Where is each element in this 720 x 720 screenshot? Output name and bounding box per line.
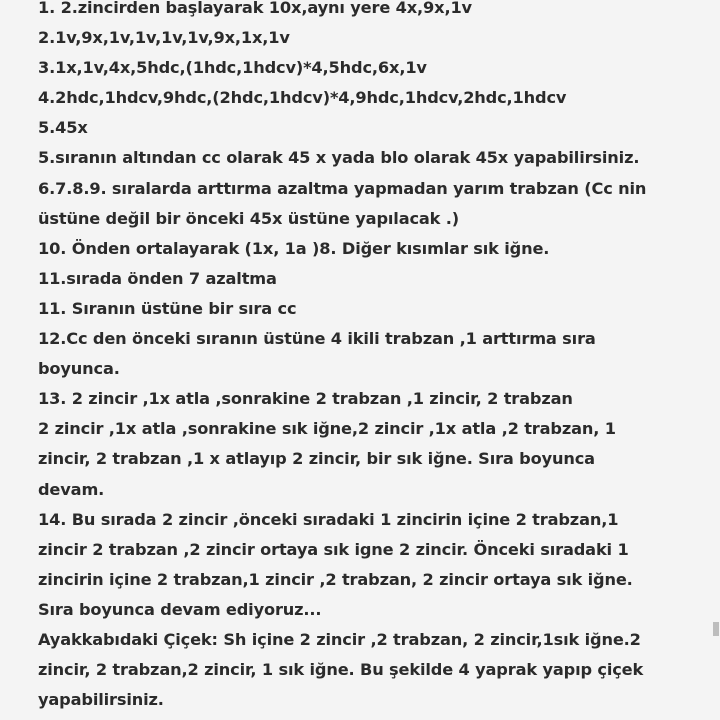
pattern-line-17: devam.: [38, 479, 105, 499]
pattern-line-12: 12.Cc den önceki sıranın üstüne 4 ikili trabzan ,1 arttırma sıra: [38, 329, 596, 349]
pattern-line-2: 2.1v,9x,1v,1v,1v,1v,9x,1x,1v: [38, 28, 290, 48]
pattern-line-14: 13. 2 zincir ,1x atla ,sonrakine 2 trabzan ,1 zincir, 2 trabzan: [38, 389, 573, 409]
pattern-line-13: boyunca.: [38, 359, 120, 379]
pattern-line-4: 4.2hdc,1hdcv,9hdc,(2hdc,1hdcv)*4,9hdc,1hdcv,2hdc,1hdcv: [38, 88, 567, 108]
crochet-pattern-document: [38, 0, 714, 715]
pattern-line-6: 5.sıranın altından cc olarak 45 x yada blo olarak 45x yapabilirsiniz.: [38, 148, 640, 168]
pattern-line-23: zincir, 2 trabzan,2 zincir, 1 sık iğne. Bu şekilde 4 yaprak yapıp çiçek: [38, 660, 644, 680]
pattern-line-1: 1. 2.zincirden başlayarak 10x,aynı yere 4x,9x,1v: [38, 0, 472, 17]
pattern-line-10: 11.sırada önden 7 azaltma: [38, 268, 277, 288]
pattern-line-24: yapabilirsiniz.: [38, 690, 164, 710]
pattern-line-9: 10. Önden ortalayarak (1x, 1a )8. Diğer kısımlar sık iğne.: [38, 238, 550, 258]
pattern-line-22: Ayakkabıdaki Çiçek: Sh içine 2 zincir ,2 trabzan, 2 zincir,1sık iğne.2: [38, 629, 641, 649]
pattern-line-19: zincir 2 trabzan ,2 zincir ortaya sık igne 2 zincir. Önceki sıradaki 1: [38, 539, 629, 559]
pattern-line-16: zincir, 2 trabzan ,1 x atlayıp 2 zincir, bir sık iğne. Sıra boyunca: [38, 449, 595, 469]
scrollbar-thumb[interactable]: [713, 622, 719, 636]
pattern-line-8: üstüne değil bir önceki 45x üstüne yapılacak .): [38, 208, 460, 228]
pattern-line-7: 6.7.8.9. sıralarda arttırma azaltma yapmadan yarım trabzan (Cc nin: [38, 178, 647, 198]
pattern-line-3: 3.1x,1v,4x,5hdc,(1hdc,1hdcv)*4,5hdc,6x,1v: [38, 58, 427, 78]
pattern-line-5: 5.45x: [38, 118, 88, 138]
pattern-line-11: 11. Sıranın üstüne bir sıra cc: [38, 298, 297, 318]
pattern-line-21: Sıra boyunca devam ediyoruz...: [38, 599, 322, 619]
pattern-line-20: zincirin içine 2 trabzan,1 zincir ,2 trabzan, 2 zincir ortaya sık iğne.: [38, 569, 633, 589]
pattern-line-15: 2 zincir ,1x atla ,sonrakine sık iğne,2 zincir ,1x atla ,2 trabzan, 1: [38, 419, 616, 439]
pattern-line-18: 14. Bu sırada 2 zincir ,önceki sıradaki 1 zincirin içine 2 trabzan,1: [38, 509, 619, 529]
